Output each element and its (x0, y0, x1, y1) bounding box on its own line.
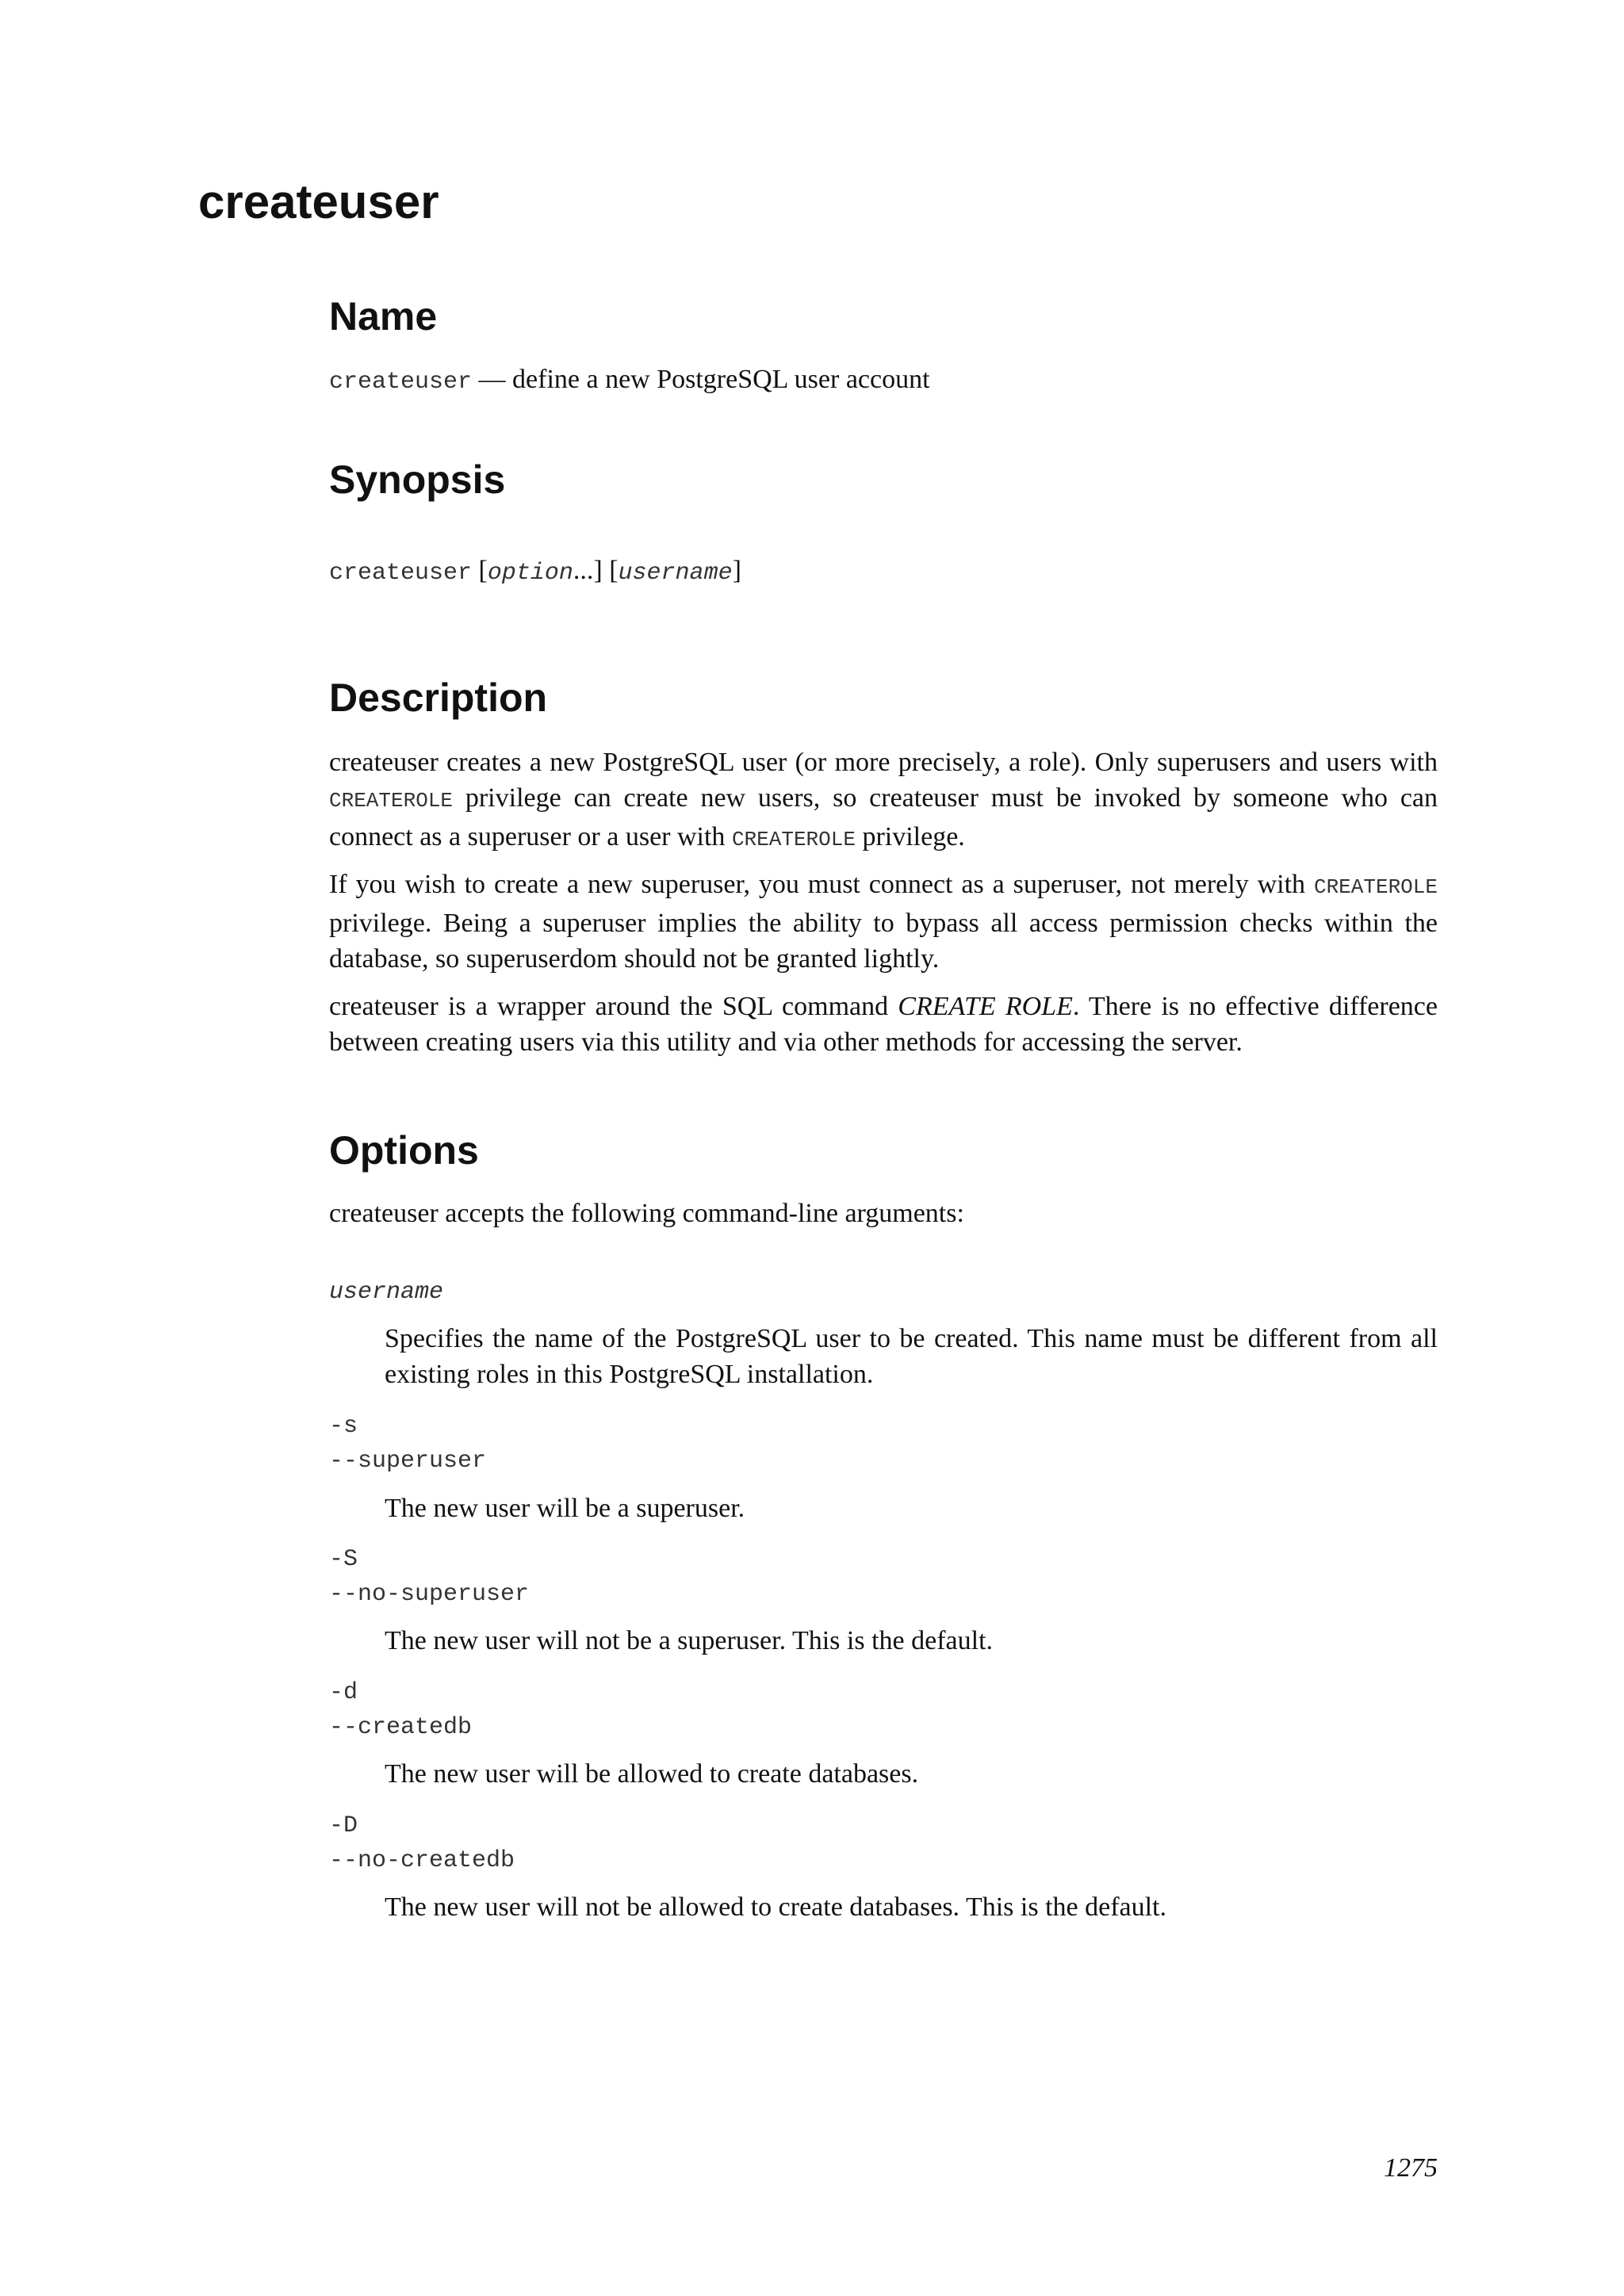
name-heading: Name (329, 294, 438, 339)
option-description: The new user will not be a superuser. This is the default. (385, 1626, 994, 1655)
description-p1-text-c: privilege. (855, 822, 965, 851)
option-description: Specifies the name of the PostgreSQL user to be created. This name must be different from all existing roles in this PostgreSQL installation. (385, 1324, 1438, 1389)
name-summary: — define a new PostgreSQL user account (478, 365, 930, 394)
description-p1-code-2: CREATEROLE (731, 828, 856, 851)
synopsis-line (329, 553, 741, 591)
synopsis-username: username (618, 560, 733, 587)
synopsis-bracket-close: ] (732, 556, 741, 585)
description-p1-text-a: createuser creates a new PostgreSQL user (or more precisely, a role). Only superusers and users with (329, 748, 1438, 777)
option-term: --createdb (329, 1714, 473, 1741)
synopsis-command: createuser (329, 560, 473, 587)
option-term: --superuser (329, 1448, 487, 1475)
option-term: --no-superuser (329, 1581, 530, 1608)
option-description: The new user will not be allowed to create databases. This is the default. (385, 1892, 1166, 1922)
description-p3-text-a: createuser is a wrapper around the SQL command (329, 992, 898, 1021)
page-title: createuser (198, 175, 439, 228)
options-heading: Options (329, 1128, 479, 1173)
description-paragraph-3 (329, 989, 1438, 1060)
option-term: username (329, 1279, 444, 1306)
option-term: --no-createdb (329, 1847, 515, 1874)
name-command: createuser (329, 369, 473, 396)
description-heading: Description (329, 675, 548, 720)
option-term: -S (329, 1546, 358, 1573)
description-p1-text-b: privilege can create new users, so createuser must be invoked by someone who can connect as a superuser or a user with (329, 783, 1438, 851)
synopsis-bracket-open: [ (472, 556, 488, 585)
synopsis-heading: Synopsis (329, 457, 506, 502)
option-description: The new user will be a superuser. (385, 1494, 745, 1523)
option-term: -D (329, 1812, 358, 1839)
description-p3-text-b: . There is no effective difference between creating users via this utility and via other methods for accessing the server. (329, 992, 1438, 1057)
description-p1-code-1: CREATEROLE (329, 789, 454, 813)
option-description: The new user will be allowed to create databases. (385, 1759, 919, 1789)
page-number: 1275 (1384, 2153, 1438, 2183)
description-p3-command: CREATE ROLE (898, 992, 1073, 1021)
description-paragraph-2 (329, 867, 1438, 977)
name-line (329, 362, 930, 400)
description-p2-text-a: If you wish to create a new superuser, you must connect as a superuser, not merely with (329, 870, 1314, 899)
option-term: -s (329, 1413, 358, 1440)
description-p2-text-b: privilege. Being a superuser implies the ability to bypass all access permission checks within the database, so superuserdom should not be granted lightly. (329, 909, 1438, 974)
synopsis-ellipsis: ...] [ (573, 556, 619, 585)
synopsis-option: option (487, 560, 573, 587)
option-term: -d (329, 1679, 358, 1706)
options-intro: createuser accepts the following command-line arguments: (329, 1199, 964, 1228)
description-paragraph-1 (329, 744, 1438, 858)
description-p2-code: CREATEROLE (1313, 875, 1438, 899)
